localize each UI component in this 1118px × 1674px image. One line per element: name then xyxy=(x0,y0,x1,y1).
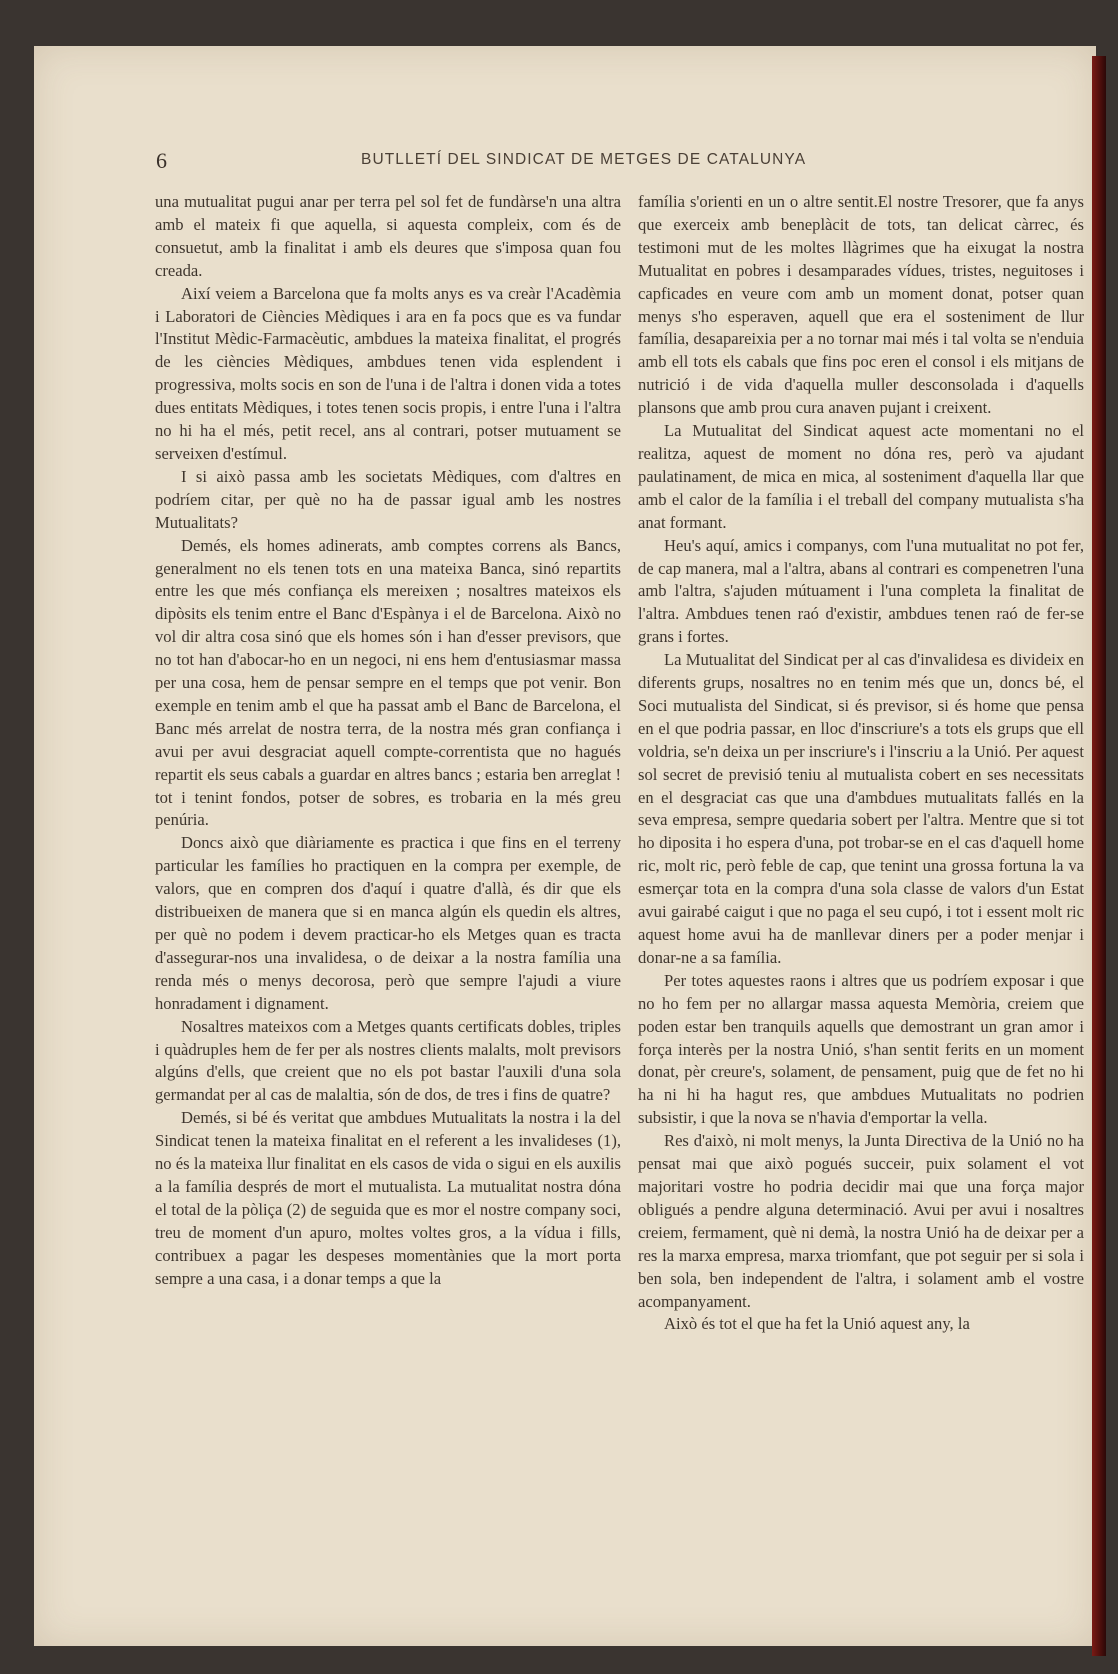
book-binding-edge xyxy=(1092,56,1106,1656)
paragraph: Demés, els homes adinerats, amb comptes correns als Bancs, generalment no els tenen tots en una mateixa Banca, sinó repartits entre les que més confiança els mereixen ; nosaltres mateixos els dipòsits els tenim entre el Banc d'Espànya i el de Barcelona. Això no vol dir altra cosa sinó que els homes són i han d'esser previsors, que no tot han d'abocar-ho en un negoci, ni ens hem d'entusiasmar massa per una cosa, hem de pensar sempre en el temps que pot venir. Bon exemple en tenim amb el que ha passat amb el Banc de Barcelona, el Banc més arrelat de nostra terra, de la nostra més gran confiança i avui per avui desgraciat aquell compte-correntista que no hagués repartit els seus cabals a guardar en altres bancs ; estaria ben arreglat ! tot i tenint fondos, potser de sobres, es trobaria en la més greu penúria. xyxy=(155,535,621,830)
paragraph: La Mutualitat del Sindicat aquest acte momentani no el realitza, aquest de moment no dóna res, però va ajudant paulatinament, de mica en mica, al sosteniment d'aquella llar que amb el calor de la família i el treball del company mutualista s'ha anat formant. xyxy=(638,421,1084,532)
text-column-right xyxy=(638,191,1084,1531)
paragraph: una mutualitat pugui anar per terra pel sol fet de fundàrse'n una altra amb el mateix fi que aquella, si aquesta compleix, com és de consuetut, amb la finalitat i amb els deures que s'imposa quan fou creada. xyxy=(155,192,621,280)
paragraph: Res d'això, ni molt menys, la Junta Directiva de la Unió no ha pensat mai que això pogués succeir, puix solament el vot majoritari vostre ho podria decidir mai que una força major obligués a pendre alguna determinació. Avui per avui i nosaltres creiem, fermament, què ni demà, la nostra Unió ha de deixar per a res la marxa empresa, marxa triomfant, que pot seguir per si sola i ben sola, ben independent de l'altra, i solament amb el vostre acompanyament. xyxy=(638,1131,1084,1311)
running-title: BUTLLETÍ DEL SINDICAT DE METGES DE CATALUNYA xyxy=(361,151,807,168)
paragraph: Doncs això que diàriamente es practica i que fins en el terreny particular les famílies ho practiquen en la compra per exemple, de valors, que en compren dos d'aquí i quatre d'allà, és dir que els distribueixen de manera que si en manca algún els quedin els altres, per què no podem i devem practicar-ho els Metges quan es tracta d'assegurar-nos una invalidesa, o de deixar a la nostra família una renda més o menys decorosa, però que sempre l'ajudi a viure honradament i dignament. xyxy=(155,833,621,1013)
text-column-left xyxy=(155,191,621,1531)
paragraph: Heu's aquí, amics i companys, com l'una mutualitat no pot fer, de cap manera, mal a l'altra, abans al contrari es compenetren l'una amb l'altra, s'ajuden mútuament i l'una completa la finalitat de l'altra. Ambdues tenen raó d'existir, ambdues tenen raó de fer-se grans i fortes. xyxy=(638,535,1084,647)
page-header xyxy=(156,150,876,174)
paragraph: Per totes aquestes raons i altres que us podríem exposar i que no ho fem per no allargar massa aquesta Memòria, creiem que poden estar ben tranquils aquells que demostrant un gran amor i força interès per la nostra Unió, s'han sentit ferits en un moment donat, pèr creure's, solament, de pensament, puig que de fet no hi ha ni hi ha hagut res, que ambdues Mutualitats no podrien subsistir, i que la nova se n'havia d'emportar la vella. xyxy=(638,970,1084,1128)
paragraph: I si això passa amb les societats Mèdiques, com d'altres en podríem citar, per què no ha de passar igual amb les nostres Mutualitats? xyxy=(155,466,621,532)
paragraph: La Mutualitat del Sindicat per al cas d'invalidesa es divideix en diferents grups, nosaltres no en tenim més que un, doncs bé, el Soci mutualista del Sindicat, si és previsor, si és home que pensa en el que podria passar, en lloc d'inscriure's a tots els grups que ell voldria, se'n deixa un per inscriure's i l'inscriu a la Unió. Per aquest sol secret de previsió teniu al mutualista cobert en ses necessitats en el desgraciat cas que una d'ambdues mutualitats fallés en la seva empresa, sempre quedaria sobert per l'altra. Mentre que si tot ho diposita i ho espera d'una, pot trobar-se en el cas d'aquell home ric, molt ric, però feble de cap, que tenint una grossa fortuna la va esmerçar tota en la compra d'una sola classe de valors d'un Estat avui gairabé caigut i que no paga el seu cupó, i tot i essent molt ric aquest home avui ha de manllevar diners per a poder menjar i donar-ne a sa família. xyxy=(638,650,1084,967)
page-number: 6 xyxy=(156,148,167,173)
paragraph: Això és tot el que ha fet la Unió aquest any, la xyxy=(664,1314,970,1334)
paragraph: família s'orienti en un o altre sentit.El nostre Tresorer, que fa anys que exerceix amb beneplàcit de tots, tan delicat càrrec, és testimoni mut de les moltes llàgrimes que ha eixugat la nostra Mutualitat en pobres i desamparades vídues, tristes, neguitoses i capficades en veure com amb un moment donat, potser quan menys s'ho esperaven, aquell que era el sosteniment de llur família, desapareixia per a no tornar mai més i tal volta se n'enduia amb ell tots els cabals que fins poc eren el consol i els mitjans de nutrició i de vida d'aquella muller desconsolada i d'aquells plansons que amb prou cura anaven pujant i creixent. xyxy=(638,192,1084,418)
paragraph: Així veiem a Barcelona que fa molts anys es va creàr l'Acadèmia i Laboratori de Ciències Mèdiques i ara en fa pocs que es va fundar l'Institut Mèdic-Farmacèutic, ambdues la mateixa finalitat, el progrés de les ciències Mèdiques, ambdues tenen vida esplendent i progressiva, molts socis en son de l'una i de l'altra i donen vida a totes dues entitats Mèdiques, i totes tenen socis propis, i entre l'una i l'altra no hi ha el més, petit recel, ans al contrari, potser mutuament se serveixen d'estímul. xyxy=(155,283,621,463)
paragraph: Demés, si bé és veritat que ambdues Mutualitats la nostra i la del Sindicat tenen la mateixa finalitat en el referent a les invalideses (1), no és la mateixa llur finalitat en els casos de vida o sigui en els auxilis a la família després de mort el mutualista. La mutualitat nostra dóna el total de la pòliça (2) de seguida que es mor el nostre company soci, treu de moment d'un apuro, moltes voltes gros, a la vídua i fills, contribuex a pagar les despeses momentànies que la mort porta sempre a una casa, i a donar temps a que la xyxy=(155,1108,621,1288)
paragraph: Nosaltres mateixos com a Metges quants certificats dobles, triples i quàdruples hem de fer per als nostres clients malalts, molt previsors algúns d'ells, que creient que no els pot bastar l'auxili d'una sola germandat per al cas de malaltia, són de dos, de tres i fins de quatre? xyxy=(155,1016,621,1105)
